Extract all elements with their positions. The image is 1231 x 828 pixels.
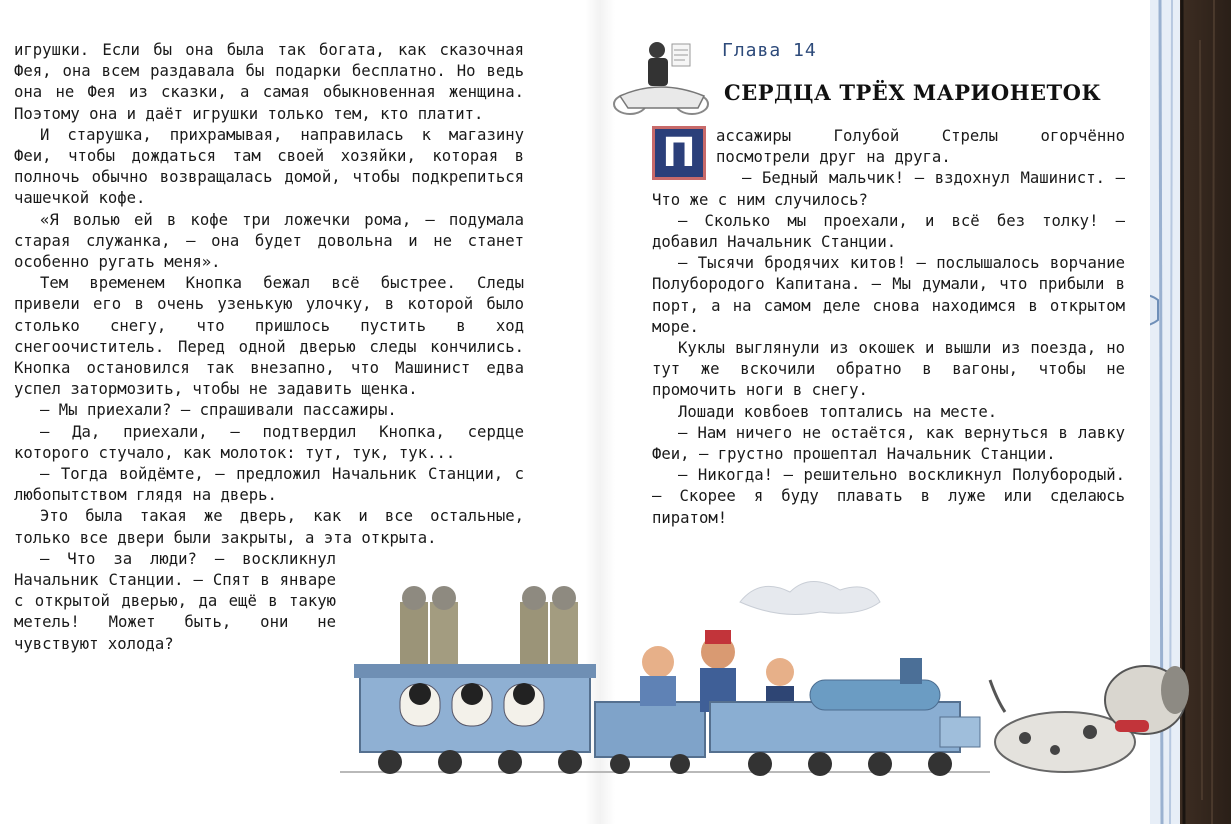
paragraph: — Нам ничего не остаётся, как вернуться в лавку Феи, — грустно прошептал Начальник Станции. xyxy=(652,423,1125,464)
first-paragraph-text: ассажиры Голубой Стрелы огорчённо посмотрели друг на друга. xyxy=(716,127,1125,167)
drop-cap: П xyxy=(652,126,706,180)
toy-train-illustration xyxy=(340,572,1000,792)
paragraph: Лошади ковбоев топтались на месте. xyxy=(678,402,998,421)
paragraph: И старушка, прихрамывая, направилась к магазину Феи, чтобы дождаться там своей хозяйки, которая в полночь обычно возвращалась домой, чтобы подкрепиться чашечкой кофе. xyxy=(14,125,524,208)
paragraph: — Бедный мальчик! — вздохнул Машинист. — Что же с ним случилось? xyxy=(652,169,1125,209)
paragraph: — Тысячи бродячих китов! — послышалось ворчание Полубородого Капитана. — Мы думали, что прибыли в порт, а на самом деле снова находимся в открытом море. xyxy=(652,254,1125,336)
left-page-text xyxy=(14,40,524,655)
paragraph: — Да, приехали, — подтвердил Кнопка, сердце которого стучало, как молоток: тут, тук, тук... xyxy=(14,422,524,462)
paragraph: Куклы выглянули из окошек и вышли из поезда, но тут же вскочили обратно в вагоны, чтобы не промочить ноги в снегу. xyxy=(652,339,1125,400)
paragraph: Тем временем Кнопка бежал всё быстрее. Следы привели его в очень узенькую улочку, в которой было столько снегу, что пришлось пустить в ход снегоочиститель. Перед одной дверью следы кончились. Кнопка остановился так внезапно, что Машинист едва успел затормозить, чтобы не задавить щенка. xyxy=(14,274,524,399)
motorcycle-rider-illustration xyxy=(600,38,720,122)
first-paragraph xyxy=(652,126,1125,176)
paragraph: — Мы приехали? — спрашивали пассажиры. xyxy=(40,401,397,420)
puppy-illustration xyxy=(985,650,1205,780)
chapter-label: Глава 14 xyxy=(722,40,817,61)
paragraph: «Я волью ей в кофе три ложечки рома, — подумала старая служанка, — она будет довольна и не станет особенно ругать меня». xyxy=(14,210,524,272)
paragraph: — Никогда! — решительно воскликнул Полубородый. — Скорее я буду плавать в луже или сделаюсь пиратом! xyxy=(652,466,1125,527)
paragraph: — Что за люди? — воскликнул Начальник Станции. — Спят в январе с открытой дверью, да ещё в такую метель! Может быть, они не чувствуют холода? xyxy=(14,549,336,653)
chapter-title: СЕРДЦА ТРЁХ МАРИОНЕТОК xyxy=(724,80,1102,105)
right-page-text xyxy=(652,126,1125,529)
paragraph: Это была такая же дверь, как и все остальные, только все двери были закрыты, а эта открыта. xyxy=(14,507,524,547)
paragraph: — Тогда войдёмте, — предложил Начальник Станции, с любопытством глядя на дверь. xyxy=(14,465,524,505)
paragraph: — Сколько мы проехали, и всё без толку! — добавил Начальник Станции. xyxy=(652,211,1125,252)
paragraph: игрушки. Если бы она была так богата, как сказочная Фея, она всем раздавала бы подарки бесплатно. Но ведь она не Фея из сказки, а самая обыкновенная женщина. Поэтому она и даёт игрушки только тем, кто платит. xyxy=(14,41,524,123)
